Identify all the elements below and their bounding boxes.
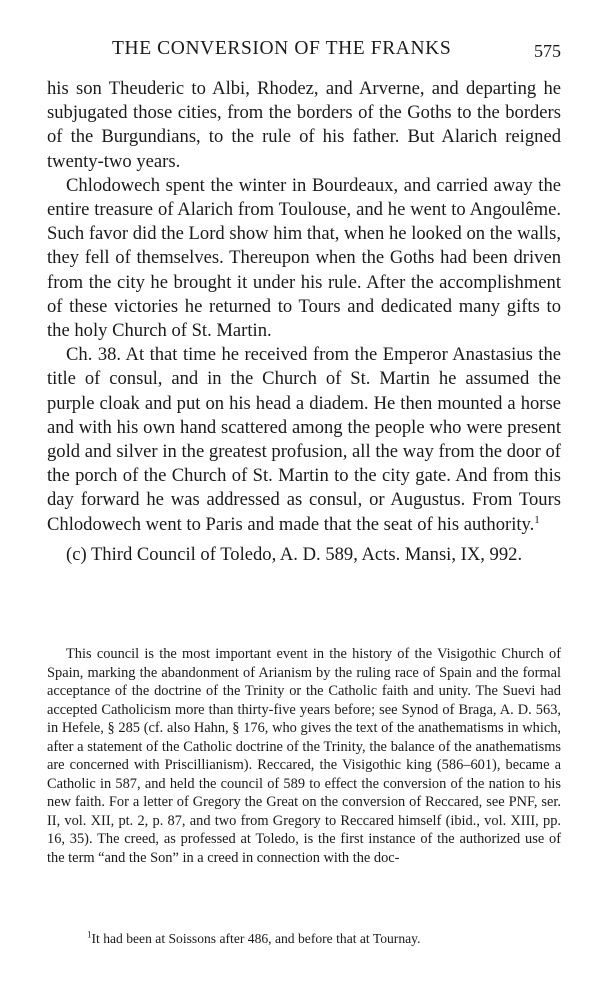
paragraph-text: Ch. 38. At that time he received from the Emperor Anastasius the title of consul, and in the Church of St. Martin he assumed the purple cloak and put on his head a diadem. He then mounted a horse and with his own hand scattered among the people who were present gold and silver in the greatest profusion, all the way from the door of the porch of the Church of St. Martin to the city gate. And from this day forward he was addressed as consul, or Augustus. From Tours Chlodowech went to Paris and made that the seat of his authority. [47,344,561,535]
page-number: 575 [534,41,561,61]
source-citation: (c) Third Council of Toledo, A. D. 589, Acts. Mansi, IX, 992. [66,543,523,565]
paragraph [47,343,561,537]
running-title: THE CONVERSION OF THE FRANKS [112,38,452,59]
editorial-note: This council is the most important event in the history of the Visigothic Church of Spain, marking the abandonment of Arianism by the ruling race of Spain and the formal acceptance of the doctrine of the Trinity or the Catholic faith and unity. The Suevi had accepted Catholicism more than thirty-five years before; see Synod of Braga, A. D. 563, in Hefele, § 285 (cf. also Hahn, § 176, who gives the text of the anathematisms in which, after a statement of the Catholic doctrine of the Trinity, the balance of the anathematisms are concerned with Priscillianism). Reccared, the Visigothic king (586–601), became a Catholic in 587, and held the council of 589 to effect the conversion of the nation to his new faith. For a letter of Gregory the Great on the conversion of Reccared, see PNF, ser. II, vol. XII, pt. 2, p. 87, and two from Gregory to Reccared himself (ibid., vol. XIII, pp. 16, 35). The creed, as professed at Toledo, is the first instance of the authorized use of the term “and the Son” in a creed in connection with the doc- [47,646,561,867]
paragraph: his son Theuderic to Albi, Rhodez, and Arverne, and departing he subjugated those cities, from the borders of the Goths to the borders of the Burgundians, to the rule of his father. But Alarich reigned twenty-two years. [47,78,561,172]
body-text [47,77,561,567]
footnote-reference: 1 [534,513,540,526]
page-header [0,38,607,68]
paragraph: Chlodowech spent the winter in Bourdeaux, and carried away the entire treasure of Alarich from Toulouse, and he went to Angoulême. Such favor did the Lord show him that, when he looked on the walls, they fell of themselves. Thereupon when the Goths had been driven from the city he brought it under his rule. After the accomplishment of these victories he returned to Tours and dedicated many gifts to the holy Church of St. Martin. [47,174,561,342]
footnote-marker: 1 [87,929,92,940]
footnote [47,930,561,948]
footnote-text: It had been at Soissons after 486, and before that at Tournay. [91,931,421,946]
